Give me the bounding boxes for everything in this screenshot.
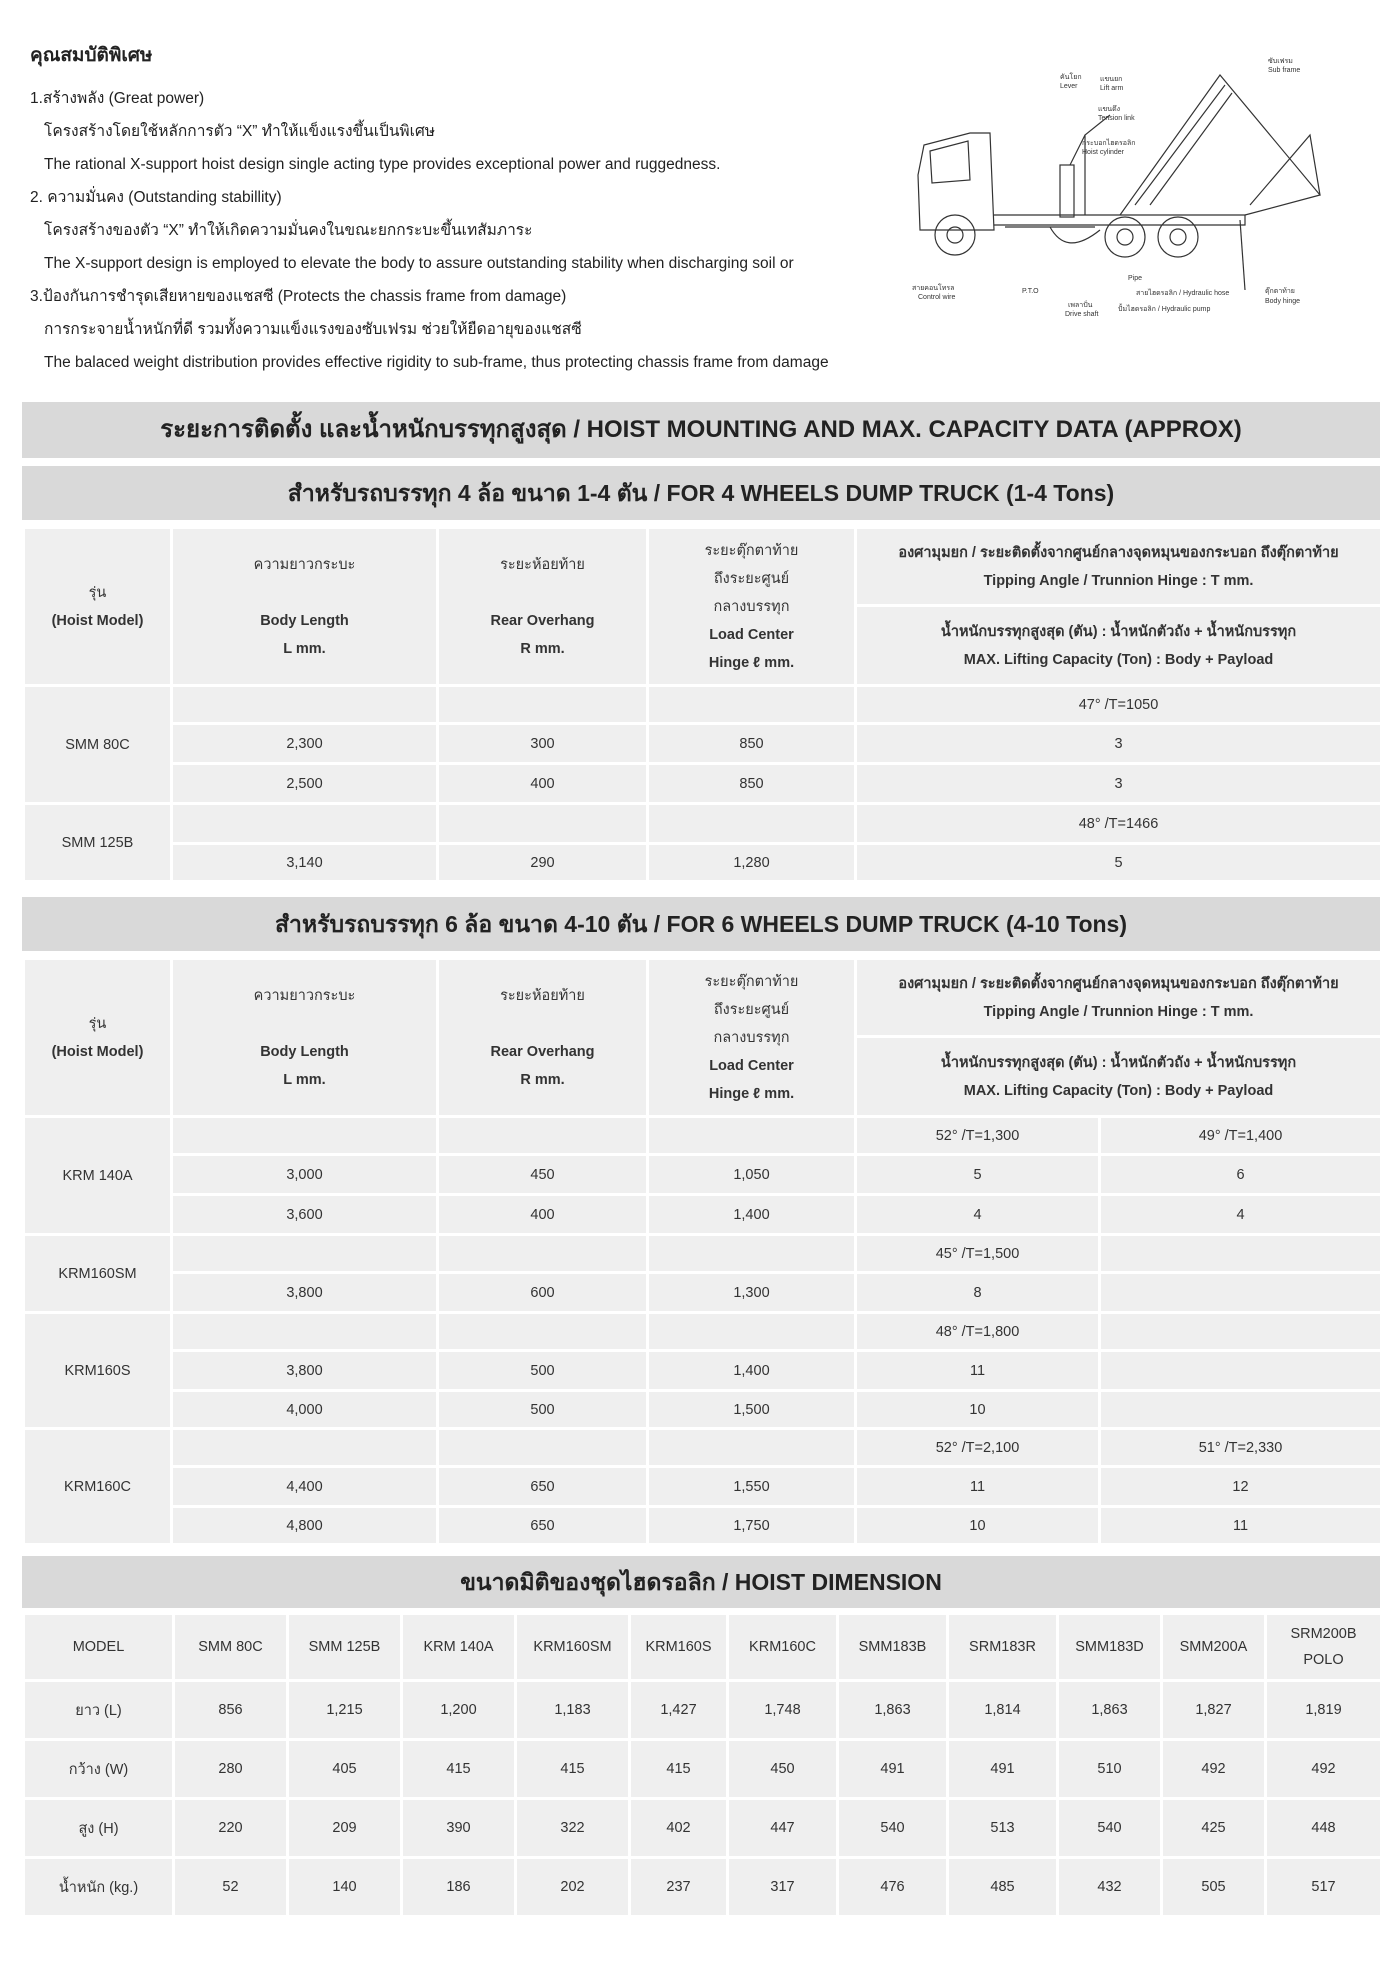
dimension-header-row: MODEL SMM 80C SMM 125B KRM 140A KRM160SM KRM160S KRM160C SMM183B SRM183R SMM183D SMM200A SRM200B POLO xyxy=(24,1614,1382,1681)
header-model: รุ่น (Hoist Model) xyxy=(24,528,172,686)
table-row xyxy=(24,1429,1382,1467)
model-cell: SMM 125B xyxy=(24,804,172,882)
label-lever-th: คันโยก xyxy=(1060,74,1082,81)
rear-wheel-1 xyxy=(1105,217,1145,257)
label-cylinder-th: กระบอกไฮดรอลิก xyxy=(1082,140,1136,147)
label-sub-frame-th: ซับเฟรม xyxy=(1268,58,1293,65)
table-4-wheels xyxy=(22,526,1383,883)
feature-2-heading: 2. ความมั่นคง (Outstanding stabillity) xyxy=(30,189,282,206)
label-pump: ปั้มไฮดรอลิก / Hydraulic pump xyxy=(1118,306,1211,313)
feature-2-english: The X-support design is employed to elevate the body to assure outstanding stability when discharging soil or xyxy=(44,255,794,272)
table-6-wheels xyxy=(22,957,1383,1546)
header-rear-overhang: ระยะห้อยท้าย Rear Overhang R mm. xyxy=(438,959,648,1117)
label-drive-th: เพลาปั่น xyxy=(1068,302,1093,309)
header-load-center: ระยะตุ๊กตาท้าย ถึงระยะศูนย์ กลางบรรทุก Load Center Hinge ℓ mm. xyxy=(648,959,856,1117)
header-body-length: ความยาวกระบะ Body Length L mm. xyxy=(172,528,438,686)
table-row: 4,800 650 1,750 10 11 xyxy=(24,1507,1382,1545)
label-cylinder: Hoist cylinder xyxy=(1082,149,1125,156)
angle-cell: 48° /T=1,800 xyxy=(856,1313,1100,1351)
front-wheel xyxy=(935,215,975,255)
table-row xyxy=(24,686,1382,724)
model-cell: KRM160SM xyxy=(24,1235,172,1313)
hoist-cylinder-shape xyxy=(1060,165,1074,217)
label-tension-th: แขนดึง xyxy=(1098,106,1121,113)
table-row: 3,000 450 1,050 5 6 xyxy=(24,1155,1382,1195)
header-load-center: ระยะตุ๊กตาท้าย ถึงระยะศูนย์ กลางบรรทุก Load Center Hinge ℓ mm. xyxy=(648,528,856,686)
header-tipping-angle: องศามุมยก / ระยะติดตั้งจากศูนย์กลางจุดหมุนของกระบอก ถึงตุ๊กตาท้าย Tipping Angle / Trunnion Hinge : T mm. xyxy=(856,959,1382,1037)
label-pipe: Pipe xyxy=(1128,275,1143,282)
feature-1-heading: 1.สร้างพลัง (Great power) xyxy=(30,90,205,107)
hoist-dimension-title: ขนาดมิติของชุดไฮดรอลิก / HOIST DIMENSION xyxy=(22,1556,1380,1608)
angle-cell: 52° /T=2,100 xyxy=(856,1429,1100,1467)
dump-truck-diagram xyxy=(910,55,1330,325)
feature-1-english: The rational X-support hoist design single acting type provides exceptional power and ruggedness. xyxy=(44,156,721,173)
header-model: รุ่น (Hoist Model) xyxy=(24,959,172,1117)
table-row: น้ำหนัก (kg.) 52 140 186 202 237 317 476 485 432 505 517 xyxy=(24,1858,1382,1917)
angle-cell: 51° /T=2,330 xyxy=(1100,1429,1382,1467)
table-row: 3,600 400 1,400 4 4 xyxy=(24,1195,1382,1235)
table-row: 2,300 300 850 3 xyxy=(24,724,1382,764)
label-tension: Tension link xyxy=(1098,115,1135,122)
label-lever: Lever xyxy=(1060,83,1078,90)
label-lift-arm-th: แขนยก xyxy=(1100,76,1123,83)
label-hinge: Body hinge xyxy=(1265,298,1301,305)
feature-3-english: The balaced weight distribution provides effective rigidity to sub-frame, thus protecting chassis frame from damage xyxy=(44,354,829,371)
table-row: 3,800 600 1,300 8 xyxy=(24,1273,1382,1313)
table-row: 2,500 400 850 3 xyxy=(24,764,1382,804)
table-row: 4,000 500 1,500 10 xyxy=(24,1391,1382,1429)
features-title: คุณสมบัติพิเศษ xyxy=(30,45,153,66)
feature-2-thai: โครงสร้างของตัว “X” ทำให้เกิดความมั่นคงในขณะยกกระบะขึ้นเทสัมภาระ xyxy=(44,222,533,239)
feature-3-thai: การกระจายน้ำหนักที่ดี รวมทั้งความแข็งแรงของซับเฟรม ช่วยให้ยืดอายุของแชสซี xyxy=(44,321,582,338)
table-row xyxy=(24,804,1382,844)
angle-cell: 52° /T=1,300 xyxy=(856,1117,1100,1155)
table-row: 3,800 500 1,400 11 xyxy=(24,1351,1382,1391)
table-row: 4,400 650 1,550 11 12 xyxy=(24,1467,1382,1507)
header-max-capacity: น้ำหนักบรรทุกสูงสุด (ตัน) : น้ำหนักตัวถัง + น้ำหนักบรรทุก MAX. Lifting Capacity (Ton) : Body + Payload xyxy=(856,606,1382,686)
section-4-wheels-title: สำหรับรถบรรทุก 4 ล้อ ขนาด 1-4 ตัน / FOR 4 WHEELS DUMP TRUCK (1-4 Tons) xyxy=(22,466,1380,520)
model-cell: KRM 140A xyxy=(24,1117,172,1235)
model-cell: KRM160C xyxy=(24,1429,172,1545)
model-cell: SMM 80C xyxy=(24,686,172,804)
table-row xyxy=(24,1235,1382,1273)
label-control-th: สายคอนโทรล xyxy=(912,285,955,292)
lift-arm xyxy=(1085,115,1110,215)
table-row: 3,140 290 1,280 5 xyxy=(24,844,1382,882)
header-max-capacity: น้ำหนักบรรทุกสูงสุด (ตัน) : น้ำหนักตัวถัง + น้ำหนักบรรทุก MAX. Lifting Capacity (Ton) : Body + Payload xyxy=(856,1037,1382,1117)
label-lift-arm: Lift arm xyxy=(1100,85,1124,92)
chassis-frame xyxy=(994,215,1245,225)
main-title-band: ระยะการติดตั้ง และน้ำหนักบรรทุกสูงสุด / HOIST MOUNTING AND MAX. CAPACITY DATA (APPROX) xyxy=(22,402,1380,458)
header-tipping-angle: องศามุมยก / ระยะติดตั้งจากศูนย์กลางจุดหมุนของกระบอก ถึงตุ๊กตาท้าย Tipping Angle / Trunnion Hinge : T mm. xyxy=(856,528,1382,606)
features-section xyxy=(30,40,980,379)
section-6-wheels-title: สำหรับรถบรรทุก 6 ล้อ ขนาด 4-10 ตัน / FOR 6 WHEELS DUMP TRUCK (4-10 Tons) xyxy=(22,897,1380,951)
label-sub-frame: Sub frame xyxy=(1268,67,1301,74)
rear-wheel-2 xyxy=(1158,217,1198,257)
label-hinge-th: ตุ๊กตาท้าย xyxy=(1265,288,1295,295)
angle-cell: 45° /T=1,500 xyxy=(856,1235,1100,1273)
feature-1-thai: โครงสร้างโดยใช้หลักการตัว “X” ทำให้แข็งแรงขึ้นเป็นพิเศษ xyxy=(44,123,436,140)
label-pto: P.T.O xyxy=(1022,288,1039,295)
model-cell: KRM160S xyxy=(24,1313,172,1429)
label-hose: สายไฮดรอลิก / Hydraulic hose xyxy=(1136,290,1230,297)
cab-window xyxy=(930,141,970,183)
angle-cell: 47° /T=1050 xyxy=(856,686,1382,724)
dump-body xyxy=(1120,75,1320,215)
header-body-length: ความยาวกระบะ Body Length L mm. xyxy=(172,959,438,1117)
table-row: ยาว (L) 856 1,215 1,200 1,183 1,427 1,748 1,863 1,814 1,863 1,827 1,819 xyxy=(24,1681,1382,1740)
angle-cell: 48° /T=1466 xyxy=(856,804,1382,844)
table-row: สูง (H) 220 209 390 322 402 447 540 513 540 425 448 xyxy=(24,1799,1382,1858)
label-control: Control wire xyxy=(918,294,956,301)
header-rear-overhang: ระยะห้อยท้าย Rear Overhang R mm. xyxy=(438,528,648,686)
table-row: กว้าง (W) 280 405 415 415 415 450 491 491 510 492 492 xyxy=(24,1740,1382,1799)
table-row xyxy=(24,1313,1382,1351)
angle-cell: 49° /T=1,400 xyxy=(1100,1117,1382,1155)
table-row xyxy=(24,1117,1382,1155)
label-drive: Drive shaft xyxy=(1065,311,1099,318)
feature-3-heading: 3.ป้องกันการชำรุดเสียหายของแชสซี (Protects the chassis frame from damage) xyxy=(30,288,567,305)
hoist-dimension-table xyxy=(22,1612,1383,1918)
